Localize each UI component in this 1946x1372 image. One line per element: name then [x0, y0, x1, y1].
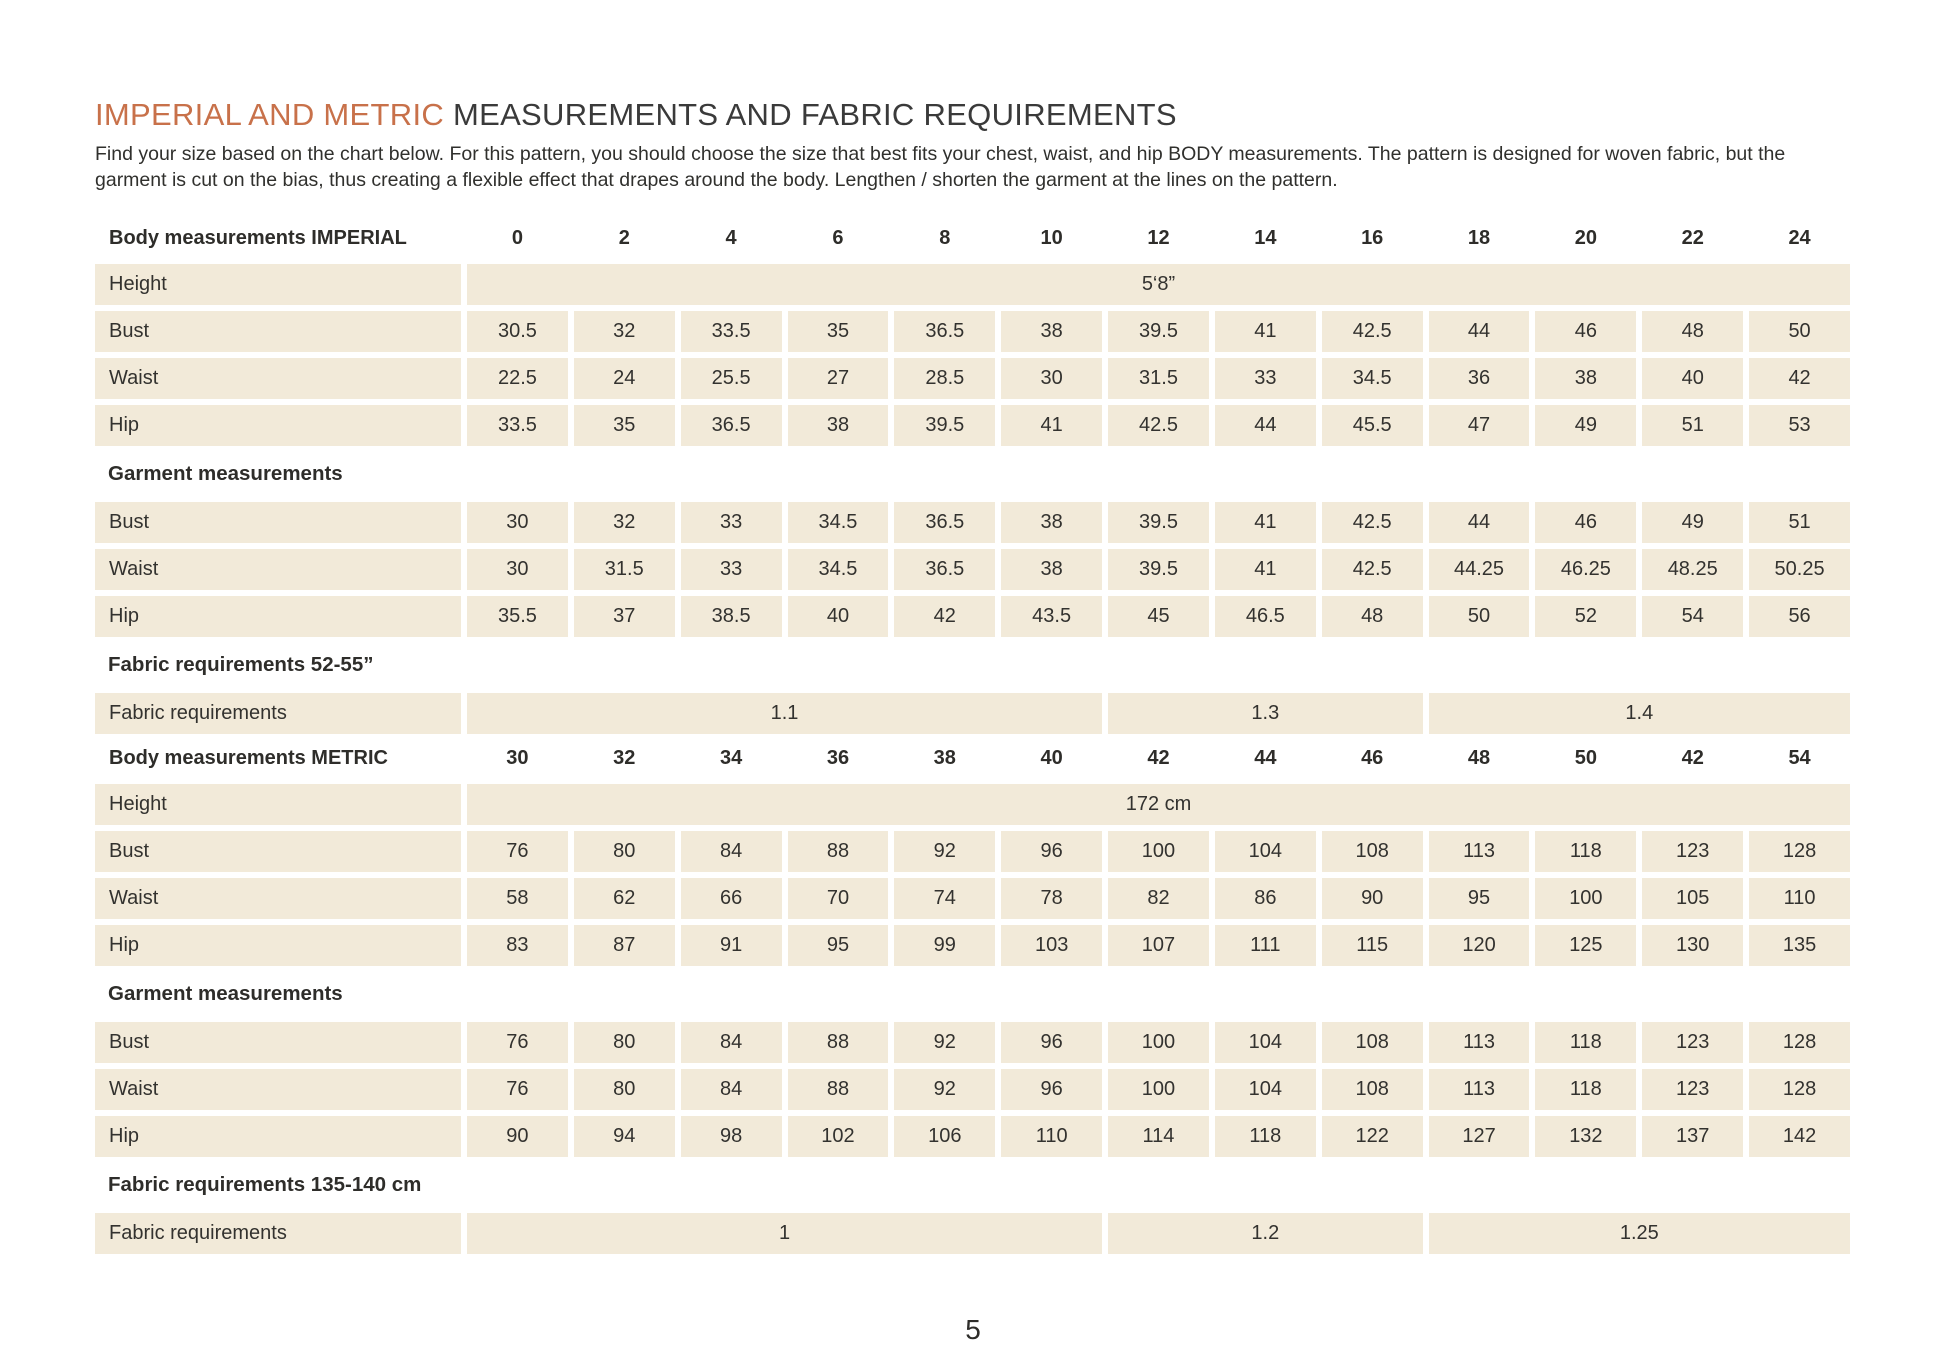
page-number: 5 [965, 1314, 981, 1345]
table-row [95, 405, 1850, 446]
value-cell: 53 [1749, 405, 1850, 446]
size-column-header: 16 [1322, 220, 1423, 258]
value-cell: 80 [574, 1022, 675, 1063]
row-label: Fabric requirements [95, 693, 461, 734]
value-cell: 80 [574, 1069, 675, 1110]
value-cell: 44.25 [1429, 549, 1530, 590]
size-column-header: 0 [467, 220, 568, 258]
value-cell: 34.5 [1322, 358, 1423, 399]
value-cell: 99 [894, 925, 995, 966]
value-cell: 34.5 [788, 549, 889, 590]
value-cell: 115 [1322, 925, 1423, 966]
page-title [95, 98, 1850, 132]
table-row [95, 502, 1850, 543]
value-cell: 76 [467, 1069, 568, 1110]
value-cell: 44 [1429, 502, 1530, 543]
value-cell: 39.5 [1108, 502, 1209, 543]
value-cell: 5‘8” [467, 264, 1850, 305]
value-cell: 46 [1535, 311, 1636, 352]
value-cell: 46 [1535, 502, 1636, 543]
row-label: Bust [95, 311, 461, 352]
value-cell: 91 [681, 925, 782, 966]
value-cell: 42.5 [1108, 405, 1209, 446]
value-cell: 88 [788, 831, 889, 872]
value-cell: 105 [1642, 878, 1743, 919]
table-row [95, 452, 1850, 496]
value-cell: 110 [1001, 1116, 1102, 1157]
table-row [95, 693, 1850, 734]
value-cell: 96 [1001, 1069, 1102, 1110]
size-column-header: 8 [894, 220, 995, 258]
table-row [95, 784, 1850, 825]
value-cell: 108 [1322, 1069, 1423, 1110]
value-cell: 88 [788, 1069, 889, 1110]
value-cell: 38 [788, 405, 889, 446]
size-column-header: 12 [1108, 220, 1209, 258]
table-row [95, 1163, 1850, 1207]
table-row [95, 596, 1850, 637]
value-cell: 87 [574, 925, 675, 966]
size-column-header: 18 [1429, 220, 1530, 258]
value-cell: 113 [1429, 1069, 1530, 1110]
size-column-header: 22 [1642, 220, 1743, 258]
value-cell: 45 [1108, 596, 1209, 637]
row-label: Fabric requirements [95, 1213, 461, 1254]
value-cell: 118 [1215, 1116, 1316, 1157]
value-cell: 38 [1001, 502, 1102, 543]
intro-paragraph: Find your size based on the chart below. For this pattern, you should choose the size that best fits your chest, waist, and hip BODY measurements. The pattern is designed for woven fabric, but the garment is cut on the bias, thus creating a flexible effect that drapes around the body. Lengthen / shorten the garment at the lines on the pattern. [95, 143, 1786, 192]
value-cell: 1.2 [1108, 1213, 1423, 1254]
size-column-header: 32 [574, 740, 675, 778]
value-cell: 111 [1215, 925, 1316, 966]
value-cell: 48.25 [1642, 549, 1743, 590]
value-cell: 98 [681, 1116, 782, 1157]
section-heading: Garment measurements [95, 972, 1850, 1016]
value-cell: 39.5 [894, 405, 995, 446]
value-cell: 41 [1215, 502, 1316, 543]
page-title-rest: MEASUREMENTS AND FABRIC REQUIREMENTS [452, 97, 1177, 132]
value-cell: 42.5 [1322, 549, 1423, 590]
value-cell: 92 [894, 1069, 995, 1110]
row-label: Height [95, 264, 461, 305]
value-cell: 137 [1642, 1116, 1743, 1157]
value-cell: 100 [1108, 831, 1209, 872]
value-cell: 172 cm [467, 784, 1850, 825]
row-label: Hip [95, 1116, 461, 1157]
size-column-header: 38 [894, 740, 995, 778]
row-label: Bust [95, 1022, 461, 1063]
value-cell: 92 [894, 1022, 995, 1063]
column-header-label: Body measurements IMPERIAL [95, 220, 461, 258]
value-cell: 50 [1429, 596, 1530, 637]
value-cell: 103 [1001, 925, 1102, 966]
size-column-header: 20 [1535, 220, 1636, 258]
value-cell: 104 [1215, 1022, 1316, 1063]
value-cell: 108 [1322, 1022, 1423, 1063]
size-column-header: 50 [1535, 740, 1636, 778]
page-title-highlight: IMPERIAL AND METRIC [95, 97, 445, 132]
size-column-header: 42 [1642, 740, 1743, 778]
value-cell: 62 [574, 878, 675, 919]
value-cell: 1.1 [467, 693, 1102, 734]
value-cell: 82 [1108, 878, 1209, 919]
value-cell: 123 [1642, 1022, 1743, 1063]
value-cell: 107 [1108, 925, 1209, 966]
table-row [95, 1116, 1850, 1157]
value-cell: 102 [788, 1116, 889, 1157]
value-cell: 100 [1108, 1022, 1209, 1063]
value-cell: 38 [1001, 311, 1102, 352]
value-cell: 125 [1535, 925, 1636, 966]
row-label: Waist [95, 1069, 461, 1110]
value-cell: 106 [894, 1116, 995, 1157]
size-column-header: 48 [1429, 740, 1530, 778]
value-cell: 58 [467, 878, 568, 919]
row-label: Waist [95, 358, 461, 399]
value-cell: 96 [1001, 1022, 1102, 1063]
size-column-header: 34 [681, 740, 782, 778]
table-row [95, 549, 1850, 590]
value-cell: 48 [1642, 311, 1743, 352]
value-cell: 76 [467, 1022, 568, 1063]
table-row [95, 878, 1850, 919]
value-cell: 49 [1642, 502, 1743, 543]
value-cell: 44 [1429, 311, 1530, 352]
table-row [95, 358, 1850, 399]
value-cell: 84 [681, 831, 782, 872]
value-cell: 39.5 [1108, 311, 1209, 352]
value-cell: 50 [1749, 311, 1850, 352]
value-cell: 31.5 [574, 549, 675, 590]
row-label: Hip [95, 925, 461, 966]
value-cell: 118 [1535, 831, 1636, 872]
value-cell: 128 [1749, 831, 1850, 872]
value-cell: 120 [1429, 925, 1530, 966]
value-cell: 84 [681, 1069, 782, 1110]
value-cell: 42 [894, 596, 995, 637]
size-column-header: 2 [574, 220, 675, 258]
value-cell: 95 [788, 925, 889, 966]
value-cell: 34.5 [788, 502, 889, 543]
value-cell: 36 [1429, 358, 1530, 399]
value-cell: 118 [1535, 1069, 1636, 1110]
size-column-header: 6 [788, 220, 889, 258]
value-cell: 1.25 [1429, 1213, 1850, 1254]
table-row [95, 925, 1850, 966]
table-row [95, 1069, 1850, 1110]
value-cell: 38 [1535, 358, 1636, 399]
row-label: Hip [95, 405, 461, 446]
value-cell: 33.5 [681, 311, 782, 352]
value-cell: 22.5 [467, 358, 568, 399]
value-cell: 78 [1001, 878, 1102, 919]
value-cell: 70 [788, 878, 889, 919]
value-cell: 33.5 [467, 405, 568, 446]
value-cell: 56 [1749, 596, 1850, 637]
value-cell: 66 [681, 878, 782, 919]
row-label: Waist [95, 878, 461, 919]
value-cell: 48 [1322, 596, 1423, 637]
table-row [95, 1022, 1850, 1063]
value-cell: 96 [1001, 831, 1102, 872]
value-cell: 24 [574, 358, 675, 399]
section-heading: Fabric requirements 52-55” [95, 643, 1850, 687]
value-cell: 40 [1642, 358, 1743, 399]
row-label: Bust [95, 502, 461, 543]
value-cell: 52 [1535, 596, 1636, 637]
value-cell: 43.5 [1001, 596, 1102, 637]
value-cell: 33 [681, 502, 782, 543]
value-cell: 90 [467, 1116, 568, 1157]
value-cell: 127 [1429, 1116, 1530, 1157]
value-cell: 123 [1642, 831, 1743, 872]
table-row [95, 220, 1850, 258]
value-cell: 1 [467, 1213, 1102, 1254]
size-column-header: 46 [1322, 740, 1423, 778]
value-cell: 30 [1001, 358, 1102, 399]
value-cell: 88 [788, 1022, 889, 1063]
value-cell: 36.5 [894, 549, 995, 590]
value-cell: 92 [894, 831, 995, 872]
value-cell: 33 [1215, 358, 1316, 399]
value-cell: 1.3 [1108, 693, 1423, 734]
value-cell: 36.5 [681, 405, 782, 446]
row-label: Height [95, 784, 461, 825]
table-row [95, 643, 1850, 687]
section-heading: Fabric requirements 135-140 cm [95, 1163, 1850, 1207]
value-cell: 128 [1749, 1022, 1850, 1063]
value-cell: 51 [1749, 502, 1850, 543]
value-cell: 104 [1215, 831, 1316, 872]
value-cell: 132 [1535, 1116, 1636, 1157]
value-cell: 90 [1322, 878, 1423, 919]
value-cell: 95 [1429, 878, 1530, 919]
value-cell: 104 [1215, 1069, 1316, 1110]
value-cell: 41 [1215, 311, 1316, 352]
size-column-header: 42 [1108, 740, 1209, 778]
value-cell: 50.25 [1749, 549, 1850, 590]
value-cell: 46.5 [1215, 596, 1316, 637]
size-column-header: 54 [1749, 740, 1850, 778]
value-cell: 30 [467, 549, 568, 590]
value-cell: 113 [1429, 831, 1530, 872]
value-cell: 39.5 [1108, 549, 1209, 590]
size-column-header: 24 [1749, 220, 1850, 258]
value-cell: 31.5 [1108, 358, 1209, 399]
value-cell: 54 [1642, 596, 1743, 637]
table-row [95, 311, 1850, 352]
value-cell: 47 [1429, 405, 1530, 446]
value-cell: 28.5 [894, 358, 995, 399]
size-column-header: 40 [1001, 740, 1102, 778]
value-cell: 100 [1108, 1069, 1209, 1110]
value-cell: 94 [574, 1116, 675, 1157]
value-cell: 108 [1322, 831, 1423, 872]
value-cell: 37 [574, 596, 675, 637]
value-cell: 86 [1215, 878, 1316, 919]
value-cell: 41 [1001, 405, 1102, 446]
size-column-header: 14 [1215, 220, 1316, 258]
value-cell: 130 [1642, 925, 1743, 966]
value-cell: 45.5 [1322, 405, 1423, 446]
value-cell: 44 [1215, 405, 1316, 446]
value-cell: 25.5 [681, 358, 782, 399]
column-header-label: Body measurements METRIC [95, 740, 461, 778]
value-cell: 35 [574, 405, 675, 446]
table-row [95, 740, 1850, 778]
value-cell: 46.25 [1535, 549, 1636, 590]
value-cell: 135 [1749, 925, 1850, 966]
value-cell: 122 [1322, 1116, 1423, 1157]
table-row [95, 972, 1850, 1016]
value-cell: 84 [681, 1022, 782, 1063]
table-row [95, 1213, 1850, 1254]
value-cell: 35 [788, 311, 889, 352]
value-cell: 40 [788, 596, 889, 637]
value-cell: 123 [1642, 1069, 1743, 1110]
value-cell: 36.5 [894, 502, 995, 543]
size-column-header: 30 [467, 740, 568, 778]
value-cell: 42 [1749, 358, 1850, 399]
value-cell: 1.4 [1429, 693, 1850, 734]
row-label: Hip [95, 596, 461, 637]
table-row [95, 831, 1850, 872]
value-cell: 128 [1749, 1069, 1850, 1110]
value-cell: 83 [467, 925, 568, 966]
row-label: Bust [95, 831, 461, 872]
value-cell: 33 [681, 549, 782, 590]
value-cell: 41 [1215, 549, 1316, 590]
size-column-header: 4 [681, 220, 782, 258]
size-column-header: 44 [1215, 740, 1316, 778]
section-heading: Garment measurements [95, 452, 1850, 496]
value-cell: 36.5 [894, 311, 995, 352]
value-cell: 38.5 [681, 596, 782, 637]
value-cell: 42.5 [1322, 502, 1423, 543]
value-cell: 42.5 [1322, 311, 1423, 352]
value-cell: 118 [1535, 1022, 1636, 1063]
value-cell: 110 [1749, 878, 1850, 919]
value-cell: 76 [467, 831, 568, 872]
value-cell: 27 [788, 358, 889, 399]
value-cell: 74 [894, 878, 995, 919]
value-cell: 113 [1429, 1022, 1530, 1063]
size-column-header: 10 [1001, 220, 1102, 258]
value-cell: 80 [574, 831, 675, 872]
value-cell: 114 [1108, 1116, 1209, 1157]
value-cell: 30 [467, 502, 568, 543]
size-chart-table [95, 220, 1850, 1254]
value-cell: 32 [574, 502, 675, 543]
row-label: Waist [95, 549, 461, 590]
value-cell: 32 [574, 311, 675, 352]
value-cell: 49 [1535, 405, 1636, 446]
value-cell: 38 [1001, 549, 1102, 590]
value-cell: 35.5 [467, 596, 568, 637]
value-cell: 51 [1642, 405, 1743, 446]
table-row [95, 264, 1850, 305]
value-cell: 30.5 [467, 311, 568, 352]
value-cell: 142 [1749, 1116, 1850, 1157]
size-column-header: 36 [788, 740, 889, 778]
value-cell: 100 [1535, 878, 1636, 919]
